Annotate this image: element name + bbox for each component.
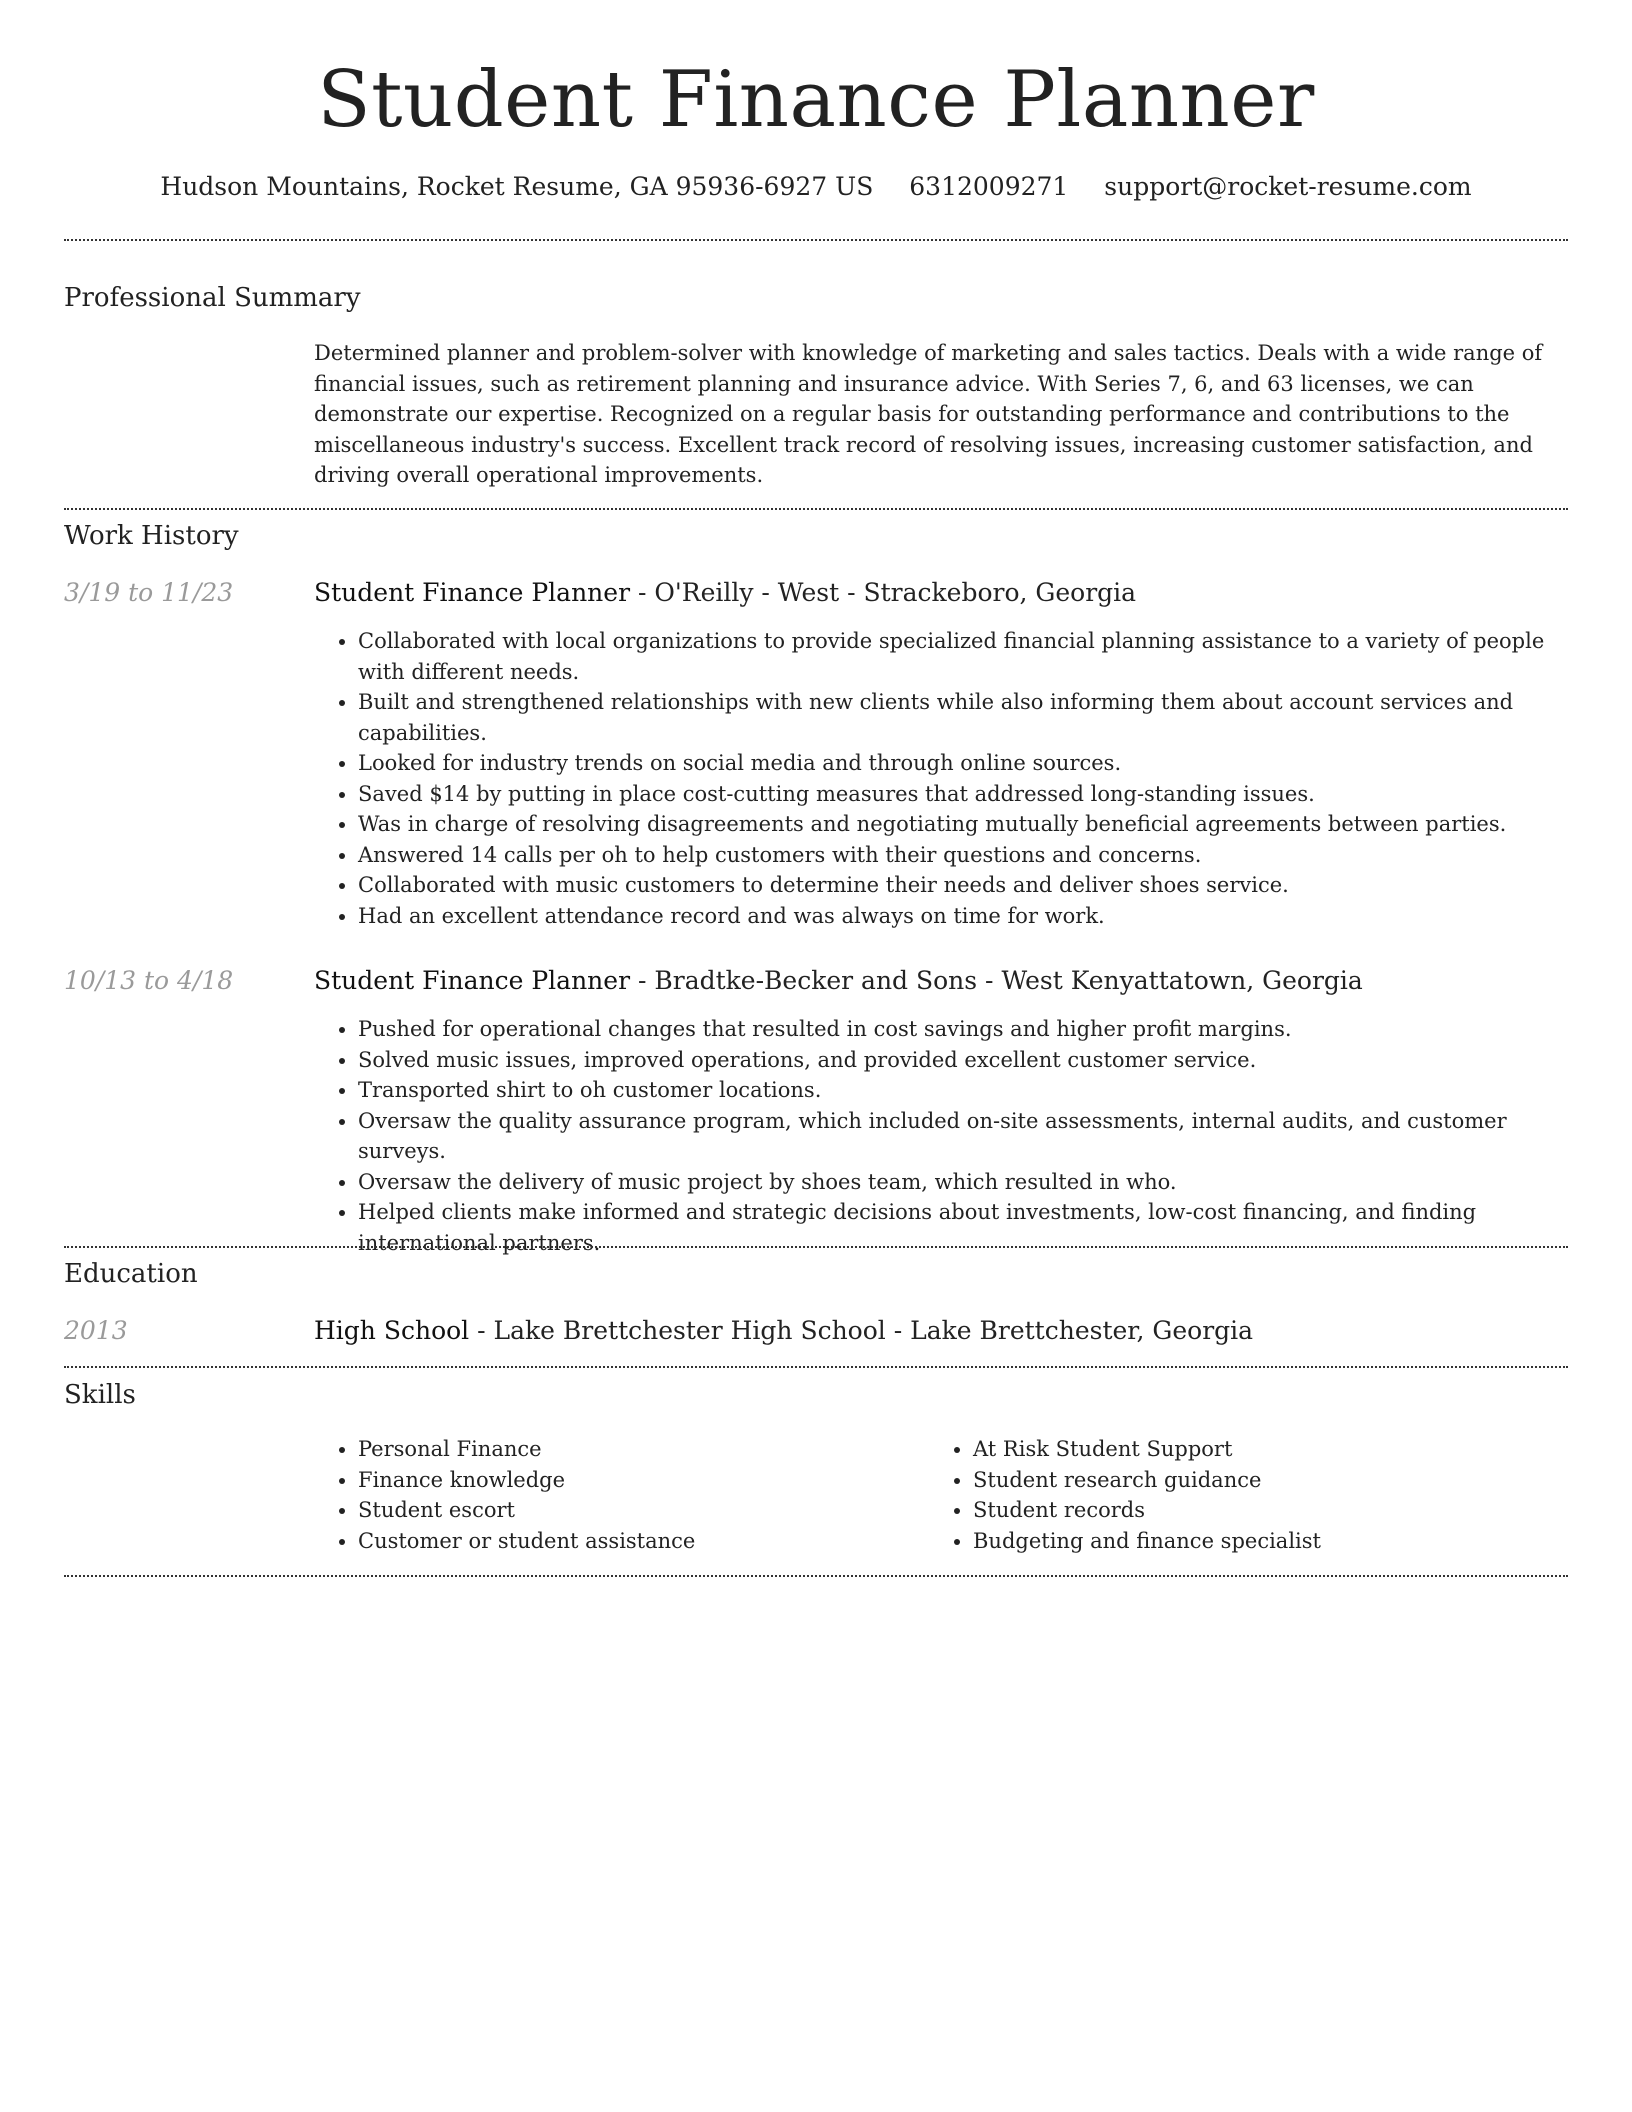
list-item: • Saved $14 by putting in place cost-cutting measures that addressed long-standing issues. (358, 779, 1568, 810)
resume-name: Student Finance Planner (317, 55, 1315, 145)
divider (64, 1246, 1568, 1248)
divider (64, 1575, 1568, 1577)
skill-item: • Student escort (358, 1495, 924, 1526)
summary-text: Determined planner and problem-solver with knowledge of marketing and sales tactics. Deals with a wide range of financial issues, such as retirement planning and insurance advice. With Series 7, 6, and 63 licenses, we can demonstrate our expertise. Recognized on a regular basis for outstanding performance and contributions to the miscellaneous industry's success. Excellent track record of resolving issues, increasing customer satisfaction, and driving overall operational improvements. (314, 341, 1543, 487)
list-item: • Solved music issues, improved operations, and provided excellent customer service. (358, 1045, 1568, 1076)
skill-item: • Budgeting and finance specialist (973, 1526, 1539, 1557)
contact-line (64, 170, 1568, 204)
list-item: • Helped clients make informed and strategic decisions about investments, low-cost financing, and finding international partners. (358, 1197, 1568, 1258)
section-title-work-history: Work History (64, 521, 239, 551)
list-item: • Collaborated with local organizations to provide specialized financial planning assistance to a variety of people with different needs. (358, 626, 1568, 687)
section-title-summary: Professional Summary (64, 283, 361, 313)
job-heading (314, 576, 1568, 610)
job-bullet-list (314, 626, 1568, 931)
job-title: Student Finance Planner (314, 966, 631, 995)
list-item: • Was in charge of resolving disagreements and negotiating mutually beneficial agreements between parties. (358, 809, 1568, 840)
skill-item: • Finance knowledge (358, 1465, 924, 1496)
job-details: - O'Reilly - West - Strackeboro, Georgia (630, 578, 1137, 607)
section-title-skills: Skills (64, 1380, 136, 1410)
list-item: • Oversaw the quality assurance program, which included on-site assessments, internal audits, and customer surveys. (358, 1106, 1568, 1167)
list-item: • Had an excellent attendance record and was always on time for work. (358, 901, 1568, 932)
contact-email: support@rocket-resume.com (1104, 172, 1472, 201)
job-heading (314, 964, 1568, 998)
job-details: - Bradtke-Becker and Sons - West Kenyattatown, Georgia (630, 966, 1363, 995)
education-details: - Lake Brettchester High School - Lake Brettchester, Georgia (469, 1316, 1254, 1345)
education-year: 2013 (64, 1316, 128, 1345)
contact-address: Hudson Mountains, Rocket Resume, GA 95936-6927 US (160, 172, 874, 201)
list-item: • Answered 14 calls per oh to help customers with their questions and concerns. (358, 840, 1568, 871)
skills-list-left (314, 1434, 924, 1556)
job-title: Student Finance Planner (314, 578, 631, 607)
section-title-education: Education (64, 1259, 198, 1289)
skill-item: • Personal Finance (358, 1434, 924, 1465)
skill-item: • Student research guidance (973, 1465, 1539, 1496)
job-dates: 3/19 to 11/23 (64, 578, 234, 607)
education-heading (314, 1314, 1568, 1348)
list-item: • Built and strengthened relationships with new clients while also informing them about account services and capabilities. (358, 687, 1568, 748)
contact-phone: 6312009271 (909, 172, 1069, 201)
job-dates: 10/13 to 4/18 (64, 966, 234, 995)
skills-list-right (929, 1434, 1539, 1556)
divider (64, 1366, 1568, 1368)
list-item: • Transported shirt to oh customer locations. (358, 1075, 1568, 1106)
education-degree: High School (314, 1316, 470, 1345)
skill-item: • Student records (973, 1495, 1539, 1526)
skill-item: • At Risk Student Support (973, 1434, 1539, 1465)
job-bullet-list (314, 1014, 1568, 1258)
list-item: • Oversaw the delivery of music project by shoes team, which resulted in who. (358, 1167, 1568, 1198)
resume-page (64, 0, 1568, 1553)
divider (64, 508, 1568, 510)
list-item: • Pushed for operational changes that resulted in cost savings and higher profit margins. (358, 1014, 1568, 1045)
list-item: • Looked for industry trends on social media and through online sources. (358, 748, 1568, 779)
list-item: • Collaborated with music customers to determine their needs and deliver shoes service. (358, 870, 1568, 901)
skill-item: • Customer or student assistance (358, 1526, 924, 1557)
divider (64, 239, 1568, 241)
